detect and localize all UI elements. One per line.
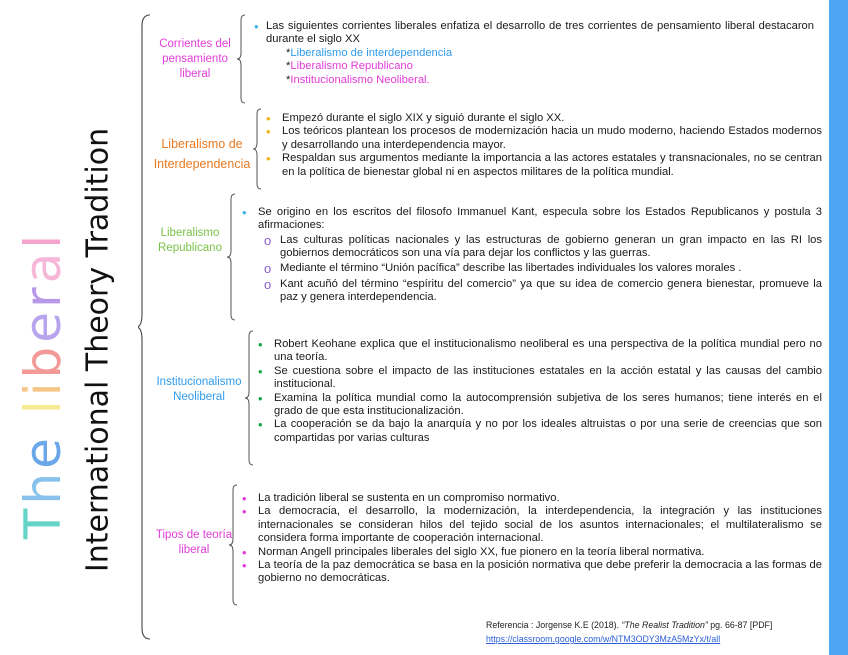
liberal-word [14, 231, 72, 539]
tipos-item: • La tradición liberal se sustenta en un compromiso normativo. [242, 491, 560, 506]
corrientes-intro: • Las siguientes corrientes liberales enfatiza el desarrollo de tres corrientes de pensamiento liberal destacaron durante el siglo XX [254, 19, 814, 46]
main-brace [138, 14, 152, 640]
corrientes-list [246, 47, 814, 87]
circle-bullet-icon: o [264, 277, 272, 293]
bullet-icon: • [258, 363, 263, 379]
institucionalismo-item: • La cooperación se da bajo la anarquía y no por los ideales altruistas o por una serie de creencias que son compartidas por varias culturas [258, 417, 822, 444]
section-republicano [238, 206, 822, 305]
bullet-icon: • [266, 151, 271, 167]
interdependencia-item: • Los teóricos plantean los procesos de modernización hacia un mudo moderno, haciendo Estados modernos y desarrollando una interdependencia mayor. [266, 124, 822, 151]
corrientes-item: *Liberalismo de interdependencia [286, 46, 453, 59]
institucionalismo-item: • Se cuestiona sobre el impacto de las instituciones estatales en la acción estatal y las causas del cambio institucional. [258, 363, 822, 391]
bullet-icon: • [258, 390, 263, 406]
right-accent-bar [829, 0, 848, 655]
republicano-intro: • Se origino en los escritos del filosofo Immanuel Kant, especula sobre los Estados Republicanos y postula 3 afirmaciones: o Las culturas políticas nacionales y las estructuras de gobierno generan un gran impacto en las RI los gobiernos democráticos son una vía para dejar los conflictos y las guerras. o Mediante el término “Unión pacífica” describe las libertades individuales los valores morales . o Kant acuñó del término “espíritu del comercio” ya que su idea de comercio genera bienestar, promueve la paz y genera interdependencia. [242, 205, 822, 304]
bullet-icon: • [242, 558, 247, 574]
bullet-icon: • [258, 337, 263, 352]
liberal-letter: h [14, 468, 72, 505]
institucionalismo-item: • Robert Keohane explica que el institucionalismo neoliberal es una perspectiva de la política mundial pero no una teoría. [258, 337, 822, 364]
bullet-icon: • [254, 19, 259, 34]
category-republicano: Liberalismo Republicano [158, 227, 222, 254]
brace-republicano [226, 193, 236, 321]
corrientes-item: *Liberalismo Republicano [286, 60, 413, 73]
bullet-icon: • [266, 124, 271, 140]
liberal-letter: b [14, 342, 72, 379]
interdependencia-item: • Respaldan sus argumentos mediante la importancia a las actores estatales y transnacionales, no se centran en la política de bienestar global ni en aspectos militares de la política mundial. [266, 151, 822, 178]
tipos-item: • La democracia, el desarrollo, la modernización, la interdependencia, la integración y las instituciones internacionales se consideran hilos del tejido social de los asuntos internacionales; el multilateralismo se considera forma importante de cooperación internacional. [242, 504, 822, 545]
liberal-letter: r [14, 283, 72, 308]
liberal-letter: e [14, 434, 72, 469]
bullet-icon: • [242, 491, 247, 506]
section-institucionalismo [254, 338, 822, 445]
bullet-icon: • [242, 504, 247, 520]
reference-citation: Referencia : Jorgense K.E (2018). “The Realist Tradition” pg. 66-87 [PDF] [486, 620, 773, 630]
brace-institucionalismo [244, 330, 254, 466]
brace-tipos [228, 484, 238, 606]
liberal-letter: T [14, 504, 72, 540]
category-corrientes: Corrientes del pensamiento liberal [159, 38, 231, 80]
liberal-letter: l [14, 396, 72, 415]
section-tipos [238, 492, 822, 586]
section-interdependencia [262, 112, 822, 179]
category-institucionalismo: Institucionalismo Neoliberal [156, 376, 242, 403]
institucionalismo-item: • Examina la política mundial como la autocomprensión subjetiva de los seres humanos; tiene interés en el grado de que esta institucionalización. [258, 390, 822, 418]
reference-link[interactable]: https://classroom.google.com/w/NTM3ODY3MzA5MzYx/t/all [486, 634, 721, 644]
brace-corrientes [236, 14, 246, 104]
brace-interdependencia [252, 108, 262, 190]
liberal-letter: a [14, 248, 72, 284]
main-title-text: International Theory Tradition [80, 127, 116, 573]
liberal-letter [14, 414, 72, 434]
bullet-icon: • [258, 417, 263, 433]
category-tipos: Tipos de teoría liberal [155, 529, 233, 556]
circle-bullet-icon: o [264, 232, 272, 248]
republicano-subitem: o Kant acuñó del término “espíritu del comercio” ya que su idea de comercio genera bienestar, promueve la paz y genera interdependencia. [264, 277, 822, 304]
tipos-item: • La teoría de la paz democrática se basa en la posición normativa que debe preferir la democracia a las formas de gobierno no democráticas. [242, 558, 822, 585]
bullet-icon: • [242, 205, 247, 220]
bullet-icon: • [242, 544, 247, 560]
corrientes-item: *Institucionalismo Neoliberal. [286, 73, 430, 86]
liberal-letter: e [14, 307, 72, 343]
republicano-subitem: o Mediante el término “Unión pacífica” describe las libertades individuales los valores morales . [264, 260, 742, 276]
liberal-letter: i [14, 378, 72, 397]
liberal-letter: l [14, 230, 72, 249]
bullet-icon: • [266, 111, 271, 126]
section-corrientes [246, 20, 814, 87]
circle-bullet-icon: o [264, 260, 272, 276]
interdependencia-item: • Empezó durante el siglo XIX y siguió durante el siglo XX. [266, 111, 565, 126]
republicano-subitem: o Las culturas políticas nacionales y las estructuras de gobierno generan un gran impacto en las RI los gobiernos democráticos son una vía para dejar los conflictos y las guerras. [264, 232, 822, 260]
tipos-item: • Norman Angell principales liberales del siglo XX, fue pionero en la teoría liberal normativa. [242, 544, 705, 560]
category-interdependencia: Liberalismo de Interdependencia [153, 137, 251, 171]
reference [486, 618, 772, 646]
